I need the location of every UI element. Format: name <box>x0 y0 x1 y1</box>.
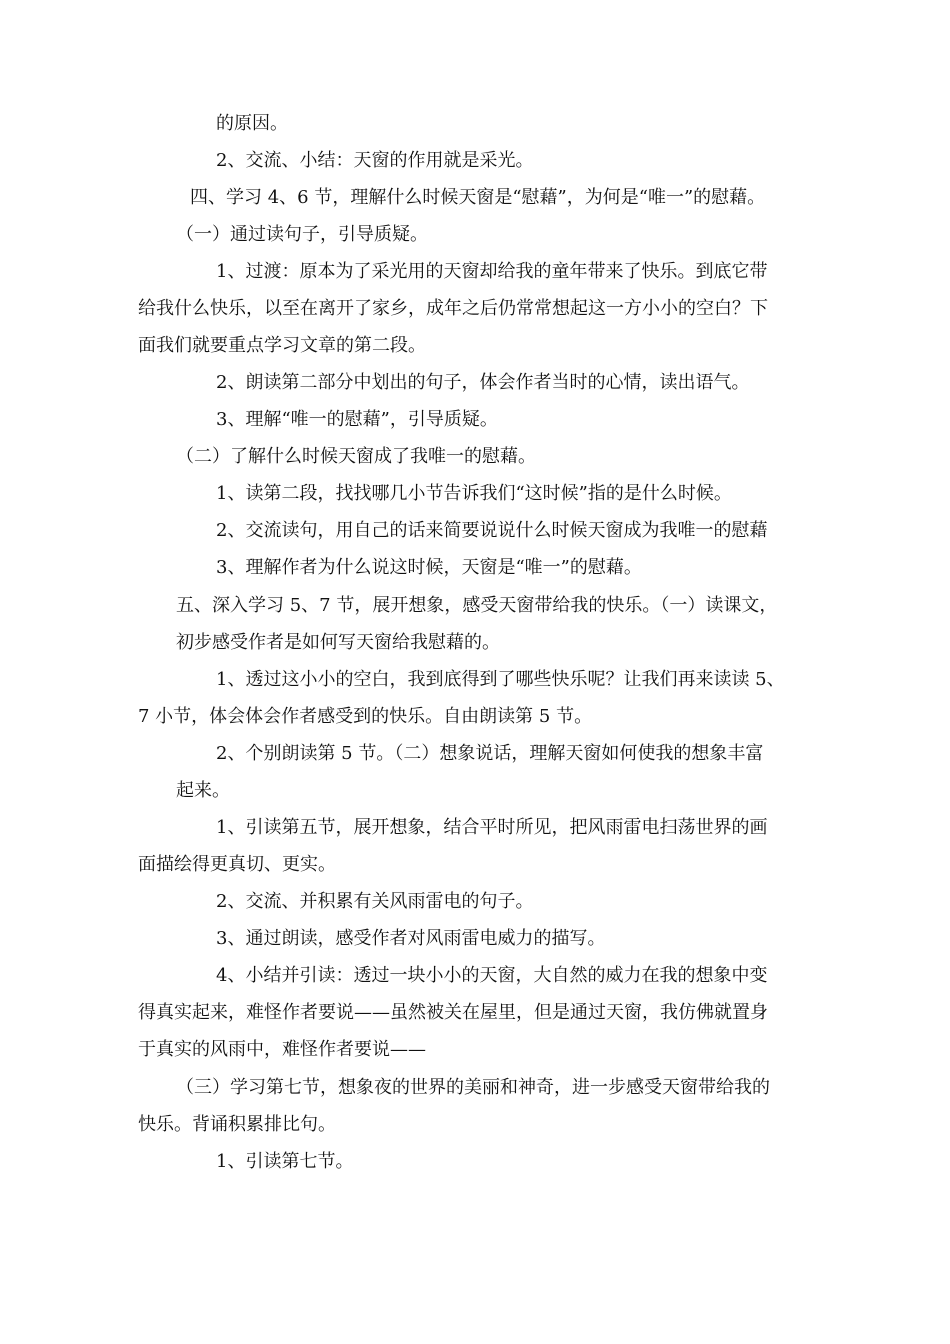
text-line: 2、交流、小结：天窗的作用就是采光。 <box>216 150 534 171</box>
text-line: 得真实起来，难怪作者要说——虽然被关在屋里，但是通过天窗，我仿佛就置身 <box>138 1002 768 1023</box>
text-line: 2、个别朗读第 5 节。（二）想象说话，理解天窗如何使我的想象丰富 <box>216 743 764 764</box>
text-line: 2、交流读句，用自己的话来简要说说什么时候天窗成为我唯一的慰藉 <box>216 520 768 541</box>
section-heading: 五、深入学习 5、7 节，展开想象，感受天窗带给我的快乐。（一）读课文， <box>176 595 778 616</box>
text-line: 2、朗读第二部分中划出的句子，体会作者当时的心情，读出语气。 <box>216 372 750 393</box>
subsection-heading: （三）学习第七节，想象夜的世界的美丽和神奇，进一步感受天窗带给我的 <box>176 1077 770 1098</box>
text-line: 1、透过这小小的空白，我到底得到了哪些快乐呢？让我们再来读读 5、 <box>216 669 785 690</box>
subsection-heading: （一）通过读句子，引导质疑。 <box>176 224 428 245</box>
text-line: 3、理解作者为什么说这时候，天窗是“唯一”的慰藉。 <box>216 557 642 578</box>
text-line: 面描绘得更真切、更实。 <box>138 854 336 875</box>
text-line: 的原因。 <box>216 113 288 134</box>
text-line: 1、引读第五节，展开想象，结合平时所见，把风雨雷电扫荡世界的画 <box>216 817 768 838</box>
text-line: 1、读第二段，找找哪几小节告诉我们“这时候”指的是什么时候。 <box>216 483 732 504</box>
text-line: 起来。 <box>176 780 230 801</box>
text-line: 4、小结并引读：透过一块小小的天窗，大自然的威力在我的想象中变 <box>216 965 768 986</box>
text-line: 初步感受作者是如何写天窗给我慰藉的。 <box>176 632 500 653</box>
section-heading: 四、学习 4、6 节，理解什么时候天窗是“慰藉”，为何是“唯一”的慰藉。 <box>190 187 766 208</box>
text-line: 1、过渡：原本为了采光用的天窗却给我的童年带来了快乐。到底它带 <box>216 261 768 282</box>
text-line: 于真实的风雨中，难怪作者要说—— <box>138 1039 426 1060</box>
text-line: 7 小节，体会体会作者感受到的快乐。自由朗读第 5 节。 <box>138 706 593 727</box>
subsection-heading: （二）了解什么时候天窗成了我唯一的慰藉。 <box>176 446 536 467</box>
text-line: 快乐。背诵积累排比句。 <box>138 1114 336 1135</box>
text-line: 面我们就要重点学习文章的第二段。 <box>138 335 426 356</box>
text-line: 3、通过朗读，感受作者对风雨雷电威力的描写。 <box>216 928 606 949</box>
text-line: 给我什么快乐，以至在离开了家乡，成年之后仍常常想起这一方小小的空白？下 <box>138 298 768 319</box>
text-line: 3、理解“唯一的慰藉”，引导质疑。 <box>216 409 498 430</box>
text-line: 1、引读第七节。 <box>216 1151 354 1172</box>
text-line: 2、交流、并积累有关风雨雷电的句子。 <box>216 891 534 912</box>
